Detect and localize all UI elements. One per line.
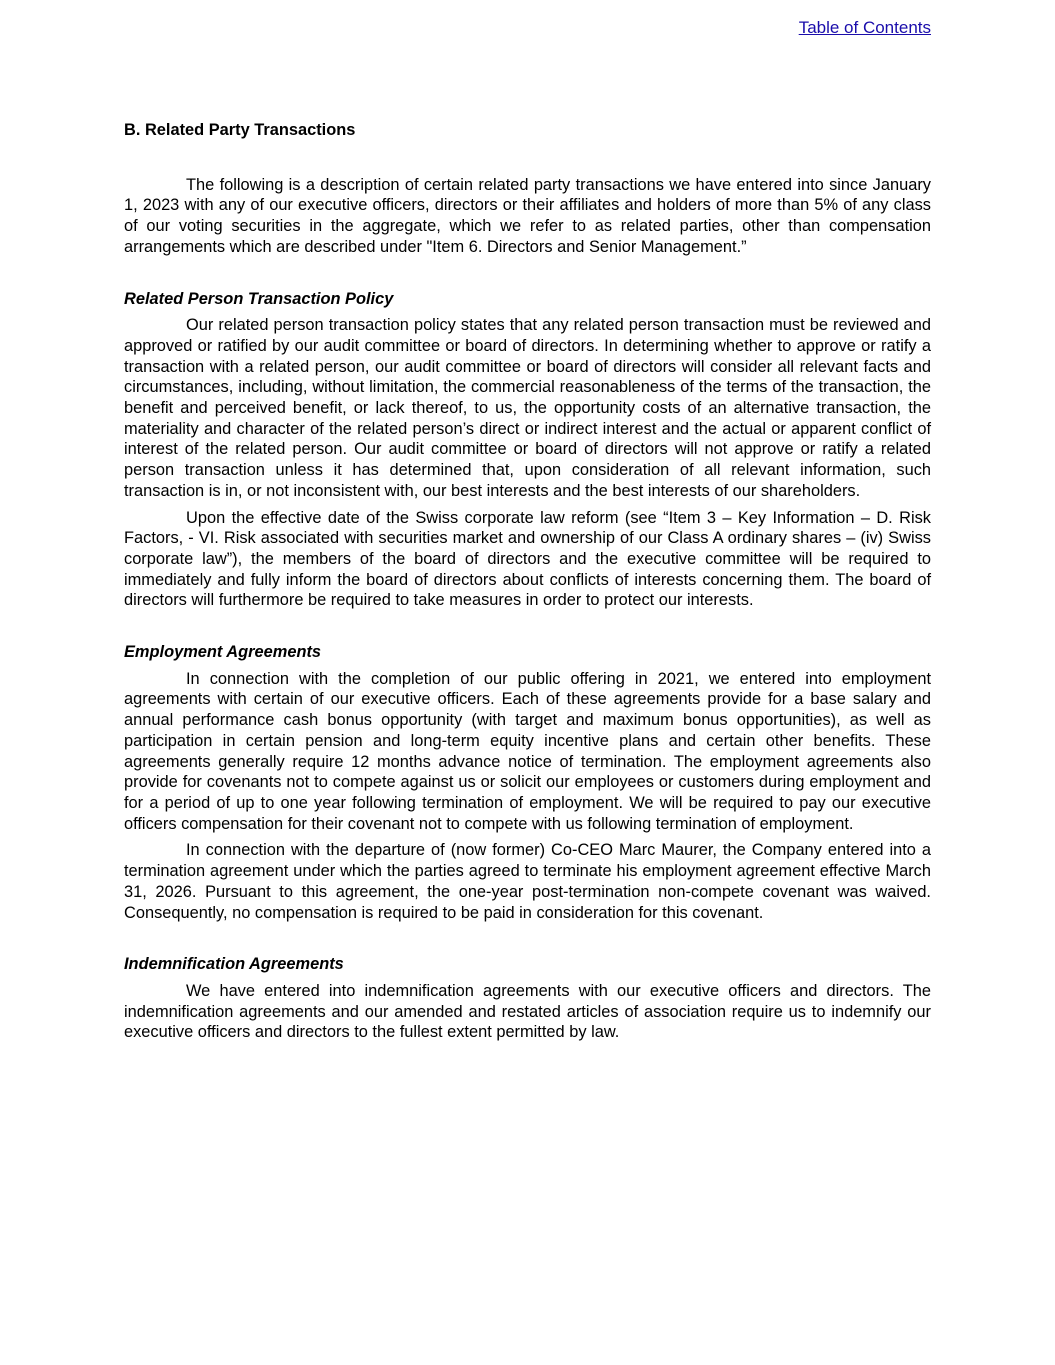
indemnification-section bbox=[124, 954, 931, 1043]
policy-section bbox=[124, 289, 931, 612]
section-title: B. Related Party Transactions bbox=[124, 121, 356, 139]
policy-heading: Related Person Transaction Policy bbox=[124, 289, 394, 308]
policy-paragraph-2: Upon the effective date of the Swiss corporate law reform (see “Item 3 – Key Information – D. Risk Factors, - VI. Risk associated with securities market and ownership of our Class A ordinary shares – (iv) Swiss corporate law”), the members of the board of directors and the executive committee will be required to immediately and fully inform the board of directors about conflicts of interests concerning them. The board of directors will furthermore be required to take measures in order to protect our interests. bbox=[124, 508, 931, 610]
employment-paragraph-1: In connection with the completion of our public offering in 2021, we entered into employment agreements with certain of our executive officers. Each of these agreements provide for a base salary and annual performance cash bonus opportunity (with target and maximum bonus opportunities), as well as participation in certain pension and long-term equity incentive plans and certain other benefits. These agreements generally require 12 months advance notice of termination. The employment agreements also provide for covenants not to compete against us or solicit our employees or customers during employment and for a period of up to one year following termination of employment. We will be required to pay our executive officers compensation for their covenant not to compete with us following termination of employment. bbox=[124, 669, 931, 833]
employment-section bbox=[124, 642, 931, 923]
employment-paragraph-2: In connection with the departure of (now former) Co-CEO Marc Maurer, the Company entered into a termination agreement under which the parties agreed to terminate his employment agreement effective March 31, 2026. Pursuant to this agreement, the one-year post-termination non-compete covenant was waived. Consequently, no compensation is required to be paid in consideration for this covenant. bbox=[124, 841, 931, 922]
policy-paragraph-1: Our related person transaction policy states that any related person transaction must be reviewed and approved or ratified by our audit committee or board of directors. In determining whether to approve or ratify a transaction with a related person, our audit committee or board of directors will consider all relevant facts and circumstances, including, without limitation, the commercial reasonableness of the terms of the transaction, the benefit and perceived benefit, or lack thereof, to us, the opportunity costs of an alternative transaction, the materiality and character of the related person’s direct or indirect interest and the actual or apparent conflict of interest of the related person. Our audit committee or board of directors will not approve or ratify a related person transaction unless it has determined that, upon consideration of all relevant information, such transaction is in, or not inconsistent with, our best interests and the best interests of our shareholders. bbox=[124, 316, 931, 500]
indemnification-paragraph-1: We have entered into indemnification agreements with our executive officers and directors. The indemnification agreements and our amended and restated articles of association require us to indemnify our executive officers and directors to the fullest extent permitted by law. bbox=[124, 981, 931, 1042]
employment-heading: Employment Agreements bbox=[124, 643, 322, 662]
intro-paragraph: The following is a description of certain related party transactions we have entered into since January 1, 2023 with any of our executive officers, directors or their affiliates and holders of more than 5% of any class of our voting securities in the aggregate, which we refer to as related parties, other than compensation arrangements which are described under "Item 6. Directors and Senior Management.” bbox=[124, 175, 931, 256]
document-body bbox=[124, 120, 931, 1074]
table-of-contents-link[interactable]: Table of Contents bbox=[798, 18, 931, 37]
indemnification-heading: Indemnification Agreements bbox=[124, 955, 344, 974]
